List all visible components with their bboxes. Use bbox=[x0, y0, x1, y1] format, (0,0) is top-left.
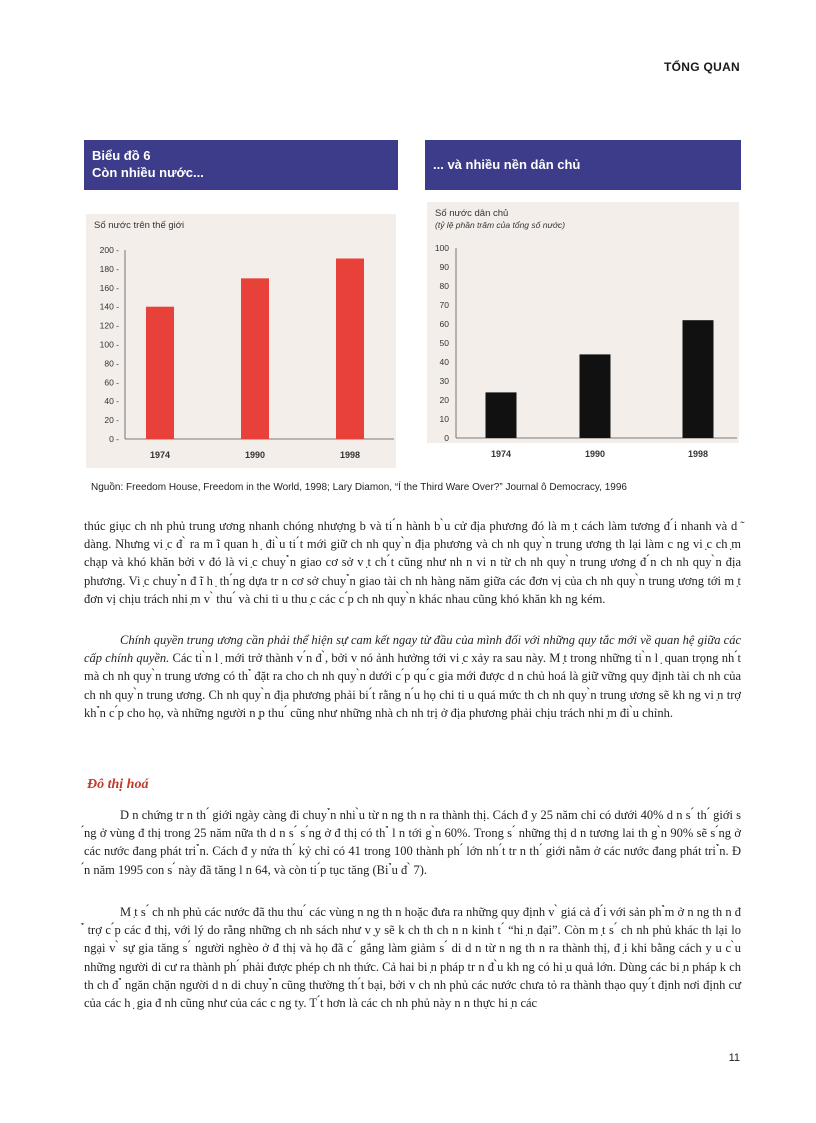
section-heading: Đô thị hoá bbox=[87, 777, 149, 792]
chart-1-ytick-label: 20 - bbox=[104, 415, 119, 426]
chart-2-xtick-label: 1974 bbox=[490, 449, 512, 459]
chart-2-title-box bbox=[425, 140, 741, 190]
paragraph-2 bbox=[84, 631, 741, 722]
chart-2-ytick-label: 0 bbox=[444, 433, 449, 443]
chart-1-subtitle: Còn nhiều nước... bbox=[92, 165, 204, 180]
chart-2-ytick-label: 30 bbox=[439, 376, 449, 386]
chart-2-ytick-label: 80 bbox=[439, 281, 449, 291]
chart-2-bar-1974 bbox=[486, 392, 517, 438]
paragraph-1: thúc giục ch nh phủ trung ương nhanh chóng nhượng b và ti ́n hành b ̀u cử địa phương đó là m ̣t cách làm tương đ ́i nhanh và d ̃ dàng. Nhưng vi ̣c đ ̀ ra m ̃i quan h ̣ đi ̀u ti ́t mới giữ ch nh quy ̀n địa phương và ch nh quy ̀n trung ương th lại làm c ng vi ̣c ch ̣m chạp và khó khăn bởi v đó là vi ̣c chuy ̉n giao cơ sở v ̣t ch ́t cũng như nh n vi n từ ch nh quy ̀n trung ương đ ́n ch nh quy ̀n địa phương. Vi ̣c chuy ̉n đ ̃i h ̣ th ́ng dựa tr n cơ sở chuy ̉n giao tài ch nh hàng năm giữa các đơn vị của ch nh quy ̀n trung ương tới m ̣t đơn vị chịu trách nhi ̣m v ̀ thu ́ và chi ti u thu ̣c các c ́p ch nh quy ̀n khác nhau cũng khó khăn kh ng kém. bbox=[84, 519, 741, 606]
chart-1-area bbox=[84, 198, 398, 468]
chart-1-ytick-label: 140 - bbox=[99, 301, 119, 312]
chart-2-ytick-label: 70 bbox=[439, 300, 449, 310]
chart-2-ytick-label: 20 bbox=[439, 395, 449, 405]
chart-2-ytick-label: 50 bbox=[439, 338, 449, 348]
chart-2-svg bbox=[425, 198, 741, 468]
chart-1-xtick-label: 1998 bbox=[339, 450, 361, 460]
chart-2-ytick-label: 90 bbox=[439, 262, 449, 272]
running-header: TỔNG QUAN bbox=[663, 60, 740, 74]
chart-2-ytick-label: 10 bbox=[439, 414, 449, 424]
chart-source: Nguồn: Freedom House, Freedom in the World, 1998; Lary Diamon, “Í the Third Ware Over?” Journal ô Democracy, 1996 bbox=[91, 482, 627, 493]
chart-1-ytick-label: 180 - bbox=[99, 263, 119, 274]
chart-2-title: ... và nhiều nền dân chủ bbox=[433, 157, 581, 172]
chart-1-ytick-label: 100 - bbox=[99, 339, 119, 350]
chart-1-title: Biểu đồ 6 bbox=[92, 148, 151, 163]
chart-2-bar-1998 bbox=[683, 320, 714, 438]
chart-1-xtick-label: 1974 bbox=[149, 450, 171, 460]
chart-2-ylabel: Số nước dân chủ bbox=[435, 208, 509, 219]
chart-2-bar-1990 bbox=[580, 354, 611, 438]
chart-2-xtick-label: 1990 bbox=[584, 449, 606, 459]
chart-1-ytick-label: 200 - bbox=[99, 245, 119, 255]
chart-2-ylabel-note: (tỷ lệ phần trăm của tổng số nước) bbox=[435, 220, 566, 230]
paragraph-2-rest: Các ti ̀n l ̣ mới trở thành v ́n đ ̀, bởi v nó ảnh hưởng tới vi ̣c xảy ra sau này. M ̣t trong những ti ̀n l ̣ quan trọng nh ́t mà ch nh quy ̀n trung ương có th ̉ đặt ra cho ch nh quy ̀n dưới c ́p qu ́c gia mới được d n chủ hoá là giữ vững quy định tài ch nh của ch nh quy ̀n trung ương. Ch nh quy ̀n địa phương phải bi ́t rằng n ́u họ chi ti u quá mức th ch nh quy ̀n trung ương sẽ kh ng vi ̣n trợ kh ̉n c ́p cho họ, và những người n ̣p thu ́ cũng như những nhà ch nh trị ở địa phương phải chịu trách nhi ̣m đi ̀u chỉnh. bbox=[84, 651, 742, 720]
chart-1-ytick-label: 40 - bbox=[104, 396, 119, 407]
chart-2-ytick-label: 60 bbox=[439, 319, 449, 329]
chart-2-ytick-label: 100 bbox=[434, 243, 449, 253]
chart-1-ytick-label: 120 - bbox=[99, 320, 119, 331]
chart-1-svg bbox=[84, 198, 398, 468]
chart-2-area bbox=[425, 198, 741, 468]
chart-1-bar-1990 bbox=[241, 278, 269, 439]
chart-1-bar-1974 bbox=[146, 307, 174, 439]
paragraph-2-italic: Chính quyền trung ương cần phải thể hiện sự cam kết ngay từ đầu của mình đối với những quy tắc mới về quan hệ giữa các cấp chính quyền. bbox=[84, 633, 741, 666]
chart-1-ytick-label: 80 - bbox=[104, 358, 119, 369]
paragraph-3: D n chứng tr n th ́ giới ngày càng đi chuy ̉n nhi ̀u từ n ng th n ra thành thị. Cách đ y 25 năm chỉ có dưới 40% d n s ́ th ́ giới s ́ng ở vùng đ thị trong 25 năm nữa th d n s ́ s ́ng ở đ thị có th ̉ l n tới g ̀n 60%. Trong s ́ những thị d n tương lai th g ̀n 90% sẽ s ́ng ở các nước đang phát tri ̉n. Cách đ y nửa th ́ kỷ chỉ có 41 trong 100 thành ph ́ lớn nh ́t tr n th ́ giới nằm ở các nước đang phát tri ̉n. Đ ́n năm 1995 con s ́ này đã tăng l n 64, và còn ti ́p tục tăng (Bi ̉u đ ̀ 7). bbox=[84, 808, 741, 877]
chart-2-xtick-label: 1998 bbox=[687, 449, 709, 459]
page-number: 11 bbox=[728, 1052, 740, 1064]
chart-1-ytick-label: 0 - bbox=[109, 434, 119, 444]
paragraph-4: M ̣t s ́ ch nh phủ các nước đã thu thu ́ các vùng n ng th n hoặc đưa ra những quy định v ̀ giá cả đ ́i với sản ph ̉m ở n ng th n đ ̉ trợ c ́p các đ thị, với lý do rằng những ch nh sách như v ̣y sẽ k ch th ch n n kinh t ́ “hi ̣n đại”. Còn m ̣t s ́ ch nh phủ khác th lại lo ngại v ̀ sự gia tăng s ́ người nghèo ở đ thị và họ đã c ́ gắng làm giảm s ́ di d n từ n ng th n ra thành thị, đ ̣i khi bằng cách y u c ̀u những người di cư ra thành ph ́ phải được phép ch nh thức. Cả hai bi ̣n pháp tr n đ ̀u kh ng có hi ̣u quả lớn. Dùng các bi ̣n pháp k ch th ch đ ̉ ngăn chặn người d n di chuy ̉n cũng thường th ́t bại, bởi v ch nh phủ các nước chưa tỏ ra thành thạo quy ́t định nơi định cư của các h ̣ gia đ nh cũng như của các c ng ty. T ́t hơn là các ch nh phủ này n n thực hi ̣n các bbox=[84, 905, 741, 1011]
chart-1-bar-1998 bbox=[336, 259, 364, 439]
chart-1-ytick-label: 160 - bbox=[99, 282, 119, 293]
chart-1-ytick-label: 60 - bbox=[104, 377, 119, 388]
chart-1-ylabel: Số nước trên thế giới bbox=[94, 220, 185, 231]
chart-2-ytick-label: 40 bbox=[439, 357, 449, 367]
chart-1-title-box bbox=[84, 140, 398, 190]
chart-1-xtick-label: 1990 bbox=[244, 450, 266, 460]
